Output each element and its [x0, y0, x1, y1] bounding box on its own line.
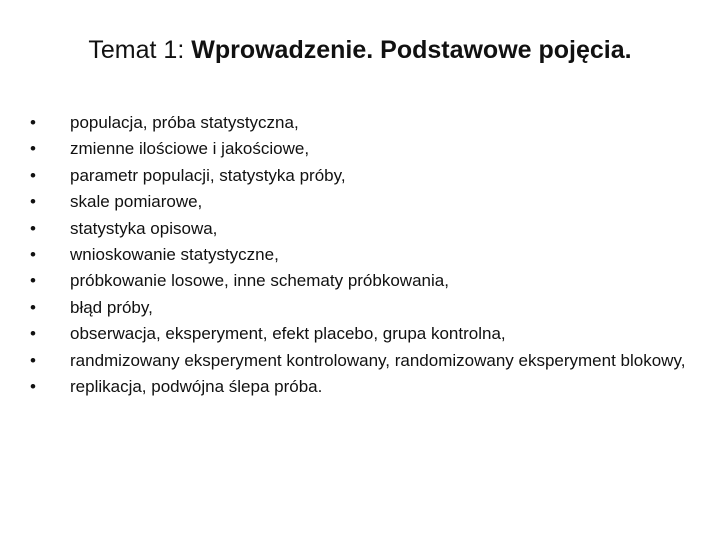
bullet-icon: • — [30, 245, 36, 265]
list-item — [30, 321, 690, 347]
list-item — [30, 136, 690, 162]
list-item-text: statystyka opisowa, — [70, 218, 218, 238]
list-item — [30, 374, 690, 400]
list-item — [30, 110, 690, 136]
bullet-icon: • — [30, 165, 36, 185]
list-item-text: próbkowanie losowe, inne schematy próbkowania, — [70, 271, 449, 291]
list-item — [30, 242, 690, 268]
bullet-icon: • — [30, 192, 36, 212]
list-item-text: randmizowany eksperyment kontrolowany, randomizowany eksperyment blokowy, — [70, 350, 686, 370]
list-item — [30, 163, 690, 189]
title-prefix: Temat 1: — [88, 36, 192, 64]
list-item — [30, 189, 690, 215]
list-item-text: parametr populacji, statystyka próby, — [70, 165, 346, 185]
list-item-text: replikacja, podwójna ślepa próba. — [70, 377, 323, 397]
list-item-text: obserwacja, eksperyment, efekt placebo, grupa kontrolna, — [70, 324, 506, 344]
bullet-icon: • — [30, 218, 36, 238]
bullet-icon: • — [30, 324, 36, 344]
list-item — [30, 295, 690, 321]
slide-title — [0, 34, 720, 66]
bullet-icon: • — [30, 139, 36, 159]
list-item-text: skale pomiarowe, — [70, 192, 203, 212]
list-item-text: populacja, próba statystyczna, — [70, 113, 299, 132]
bullet-icon: • — [30, 377, 36, 397]
list-item — [30, 268, 690, 294]
list-item — [30, 216, 690, 242]
list-item-text: błąd próby, — [70, 297, 153, 317]
bullet-icon: • — [30, 271, 36, 291]
bullet-list — [30, 110, 690, 400]
list-item-text: wnioskowanie statystyczne, — [70, 245, 279, 265]
bullet-icon: • — [30, 297, 36, 317]
list-item-text: zmienne ilościowe i jakościowe, — [70, 139, 310, 159]
list-item — [30, 348, 690, 374]
title-main: Wprowadzenie. Podstawowe pojęcia. — [191, 36, 632, 64]
bullet-icon: • — [30, 350, 36, 370]
bullet-icon: • — [30, 113, 36, 132]
